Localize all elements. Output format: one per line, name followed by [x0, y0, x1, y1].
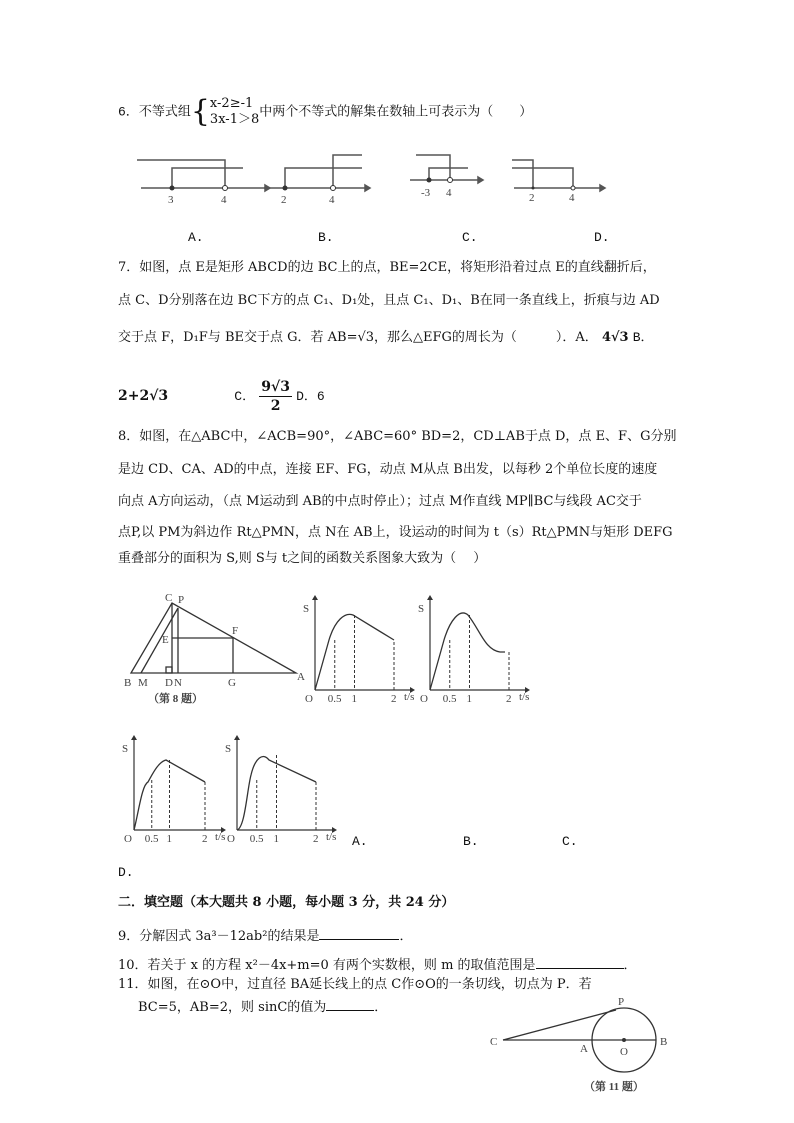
x-axis-label: t/s	[215, 831, 226, 843]
origin-label: O	[420, 693, 428, 705]
point-label-c: C	[490, 1036, 498, 1048]
point-label-p: P	[618, 996, 625, 1008]
q8-option-a[interactable]: A.	[352, 834, 368, 849]
origin-label: O	[124, 833, 132, 845]
q10-text: 10．若关于 x 的方程 x²－4x+m=0 有两个实数根，则 m 的取值范围是	[118, 958, 536, 973]
tick-label: 0.5	[327, 693, 342, 705]
tick-label: 2	[529, 192, 535, 204]
q8-line-3: 向点 A方向运动，（点 M运动到 AB的中点时停止）；过点 M作直线 MP∥BC与线段 AC交于	[118, 494, 642, 509]
tick-label: 4	[329, 194, 335, 206]
brace: {	[190, 94, 210, 129]
point-label-a: A	[580, 1043, 588, 1055]
x-axis-label: t/s	[519, 691, 530, 703]
q8-line-4: 点P,以 PM为斜边作 Rt△PMN，点 N在 AB上，设运动的时间为 t（s）Rt△PMN与矩形 DEFG	[118, 525, 673, 540]
tick-label: 2	[313, 833, 319, 845]
tick-label: 1	[166, 833, 172, 845]
tick-label: 4	[569, 192, 575, 204]
q7-line-1: 7．如图，点 E是矩形 ABCD的边 BC上的点，BE=2CE，将矩形沿着过点 E的直线翻折后，	[118, 260, 656, 275]
y-axis-label: S	[225, 743, 232, 755]
tick-label: -3	[421, 187, 431, 199]
q10-end: ．	[623, 958, 637, 973]
q7-option-b[interactable]: 2+2√3	[118, 388, 169, 404]
point-label-g: G	[228, 677, 236, 689]
tick-label: 4	[446, 187, 452, 199]
point-label-f: F	[232, 625, 239, 637]
q7-option-b-label: B．	[632, 330, 654, 345]
q9-text: 9．分解因式 3a³－12ab²的结果是	[118, 929, 320, 944]
q7-line-3-text: 交于点 F，D₁F与 BE交于点 G．若 AB=√3，那么△EFG的周长为（ ）．A．	[118, 330, 598, 345]
figure-caption: （第 8 题）	[148, 693, 203, 705]
q6-option-c[interactable]: C.	[462, 230, 478, 245]
tick-label: 3	[168, 194, 174, 206]
q6-option-d[interactable]: D.	[594, 230, 610, 245]
q8-option-c[interactable]: C.	[562, 834, 578, 849]
point-label-b: B	[660, 1036, 668, 1048]
q6-option-b[interactable]: B.	[318, 230, 334, 245]
origin-label: O	[305, 693, 313, 705]
tick-label: 2	[281, 194, 287, 206]
y-axis-label: S	[418, 603, 425, 615]
tick-label: 0.5	[442, 693, 457, 705]
point-label-o: O	[620, 1046, 628, 1058]
q7-option-c-label: C．	[234, 389, 256, 404]
q11-text: BC=5，AB=2，则 sinC的值为	[138, 1000, 327, 1015]
tick-label: 2	[506, 693, 512, 705]
tick-label: 2	[391, 693, 397, 705]
q8-option-b[interactable]: B.	[463, 834, 479, 849]
figure-caption: （第 11 题）	[584, 1081, 644, 1093]
tick-label: 0.5	[249, 833, 264, 845]
q8-line-5: 重叠部分的面积为 S,则 S与 t之间的函数关系图象大致为（ ）	[118, 551, 487, 566]
x-axis-label: t/s	[404, 691, 415, 703]
point-label-e: E	[162, 634, 169, 646]
fraction-denominator: 2	[270, 398, 281, 414]
q8-option-d[interactable]: D.	[118, 865, 134, 880]
q6-number: 6．	[118, 104, 139, 120]
tick-label: 1	[273, 833, 279, 845]
tick-label: 2	[202, 833, 208, 845]
point-label-d: D	[165, 677, 173, 689]
point-label-n: N	[174, 677, 182, 689]
x-axis-label: t/s	[326, 831, 337, 843]
tick-label: 1	[466, 693, 472, 705]
inequality-1: x-2≥-1	[209, 96, 254, 111]
tick-label: 0.5	[144, 833, 159, 845]
q7-option-d[interactable]: D．6	[296, 389, 325, 404]
q8-line-2: 是边 CD、CA、AD的中点，连接 EF、FG，动点 M从点 B出发，以每秒 2个单位长度的速度	[118, 462, 658, 477]
tick-label: 4	[221, 194, 227, 206]
inequality-2: 3x-1＞8	[209, 112, 260, 127]
point-label-c: C	[165, 592, 173, 604]
q6-stem-post: 中两个不等式的解集在数轴上可表示为（ ）	[259, 104, 533, 120]
point-label-p: P	[178, 594, 185, 606]
y-axis-label: S	[303, 603, 310, 615]
point-label-a: A	[297, 671, 305, 683]
origin-label: O	[227, 833, 235, 845]
q6-stem-pre: 不等式组	[138, 104, 191, 120]
point-label-b: B	[124, 677, 132, 689]
y-axis-label: S	[122, 743, 129, 755]
q8-line-1: 8．如图，在△ABC中，∠ACB=90°，∠ABC=60° BD=2，CD⊥AB于点 D，点 E、F、G分别	[118, 429, 677, 444]
fraction-numerator: 9√3	[261, 379, 290, 395]
q11-line-1: 11．如图，在⊙O中，过直径 BA延长线上的点 C作⊙O的一条切线，切点为 P．若	[118, 977, 592, 992]
q6-option-a[interactable]: A.	[188, 230, 204, 245]
section-title: 二．填空题（本大题共 8 小题，每小题 3 分，共 24 分）	[118, 895, 455, 910]
q7-option-a[interactable]: 4√3	[601, 330, 629, 345]
point-label-m: M	[138, 677, 148, 689]
q11-end: ．	[374, 1000, 388, 1015]
tick-label: 1	[351, 693, 357, 705]
q9-end: ．	[399, 929, 413, 944]
q7-line-2: 点 C、D分别落在边 BC下方的点 C₁、D₁处，且点 C₁、D₁、B在同一条直线上，折痕与边 AD	[118, 293, 660, 308]
